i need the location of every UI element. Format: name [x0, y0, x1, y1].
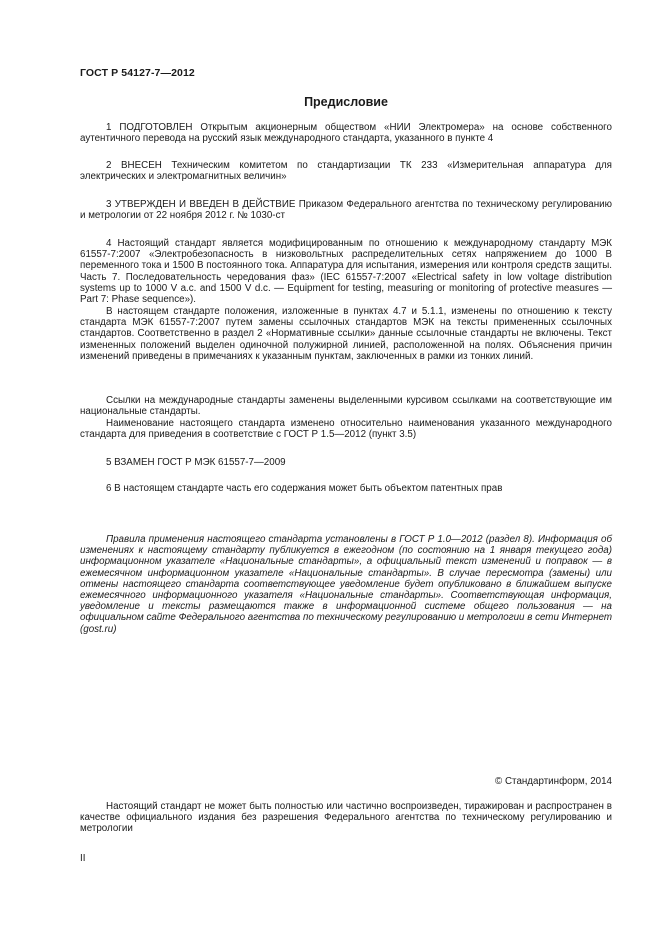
- paragraph-1: 1 ПОДГОТОВЛЕН Открытым акционерным обществом «НИИ Электромера» на основе собственного аутентичного перевода на русский язык международного стандарта, указанного в пункте 4: [80, 122, 612, 145]
- paragraph-4-references: Ссылки на международные стандарты заменены выделенными курсивом ссылками на соответствующие им национальные стандарты.: [80, 395, 612, 418]
- document-header: ГОСТ Р 54127-7—2012: [80, 67, 195, 79]
- page-title: Предисловие: [304, 95, 388, 109]
- paragraph-3: 3 УТВЕРЖДЕН И ВВЕДЕН В ДЕЙСТВИЕ Приказом Федерального агентства по техническому регулированию и метрологии от 22 ноября 2012 г. № 1030-ст: [80, 199, 612, 222]
- copyright: © Стандартинформ, 2014: [495, 776, 612, 787]
- paragraph-4-name-change: Наименование настоящего стандарта изменено относительно наименования указанного международного стандарта для приведения в соответствие с ГОСТ Р 1.5—2012 (пункт 3.5): [80, 418, 612, 441]
- paragraph-5: 5 ВЗАМЕН ГОСТ Р МЭК 61557-7—2009: [106, 457, 286, 468]
- page-number: II: [80, 853, 86, 864]
- reproduction-note: Настоящий стандарт не может быть полностью или частично воспроизведен, тиражирован и распространен в качестве официального издания без разрешения Федерального агентства по техническому регулированию и метрологии: [80, 801, 612, 835]
- paragraph-4-modifications: В настоящем стандарте положения, изложенные в пунктах 4.7 и 5.1.1, изменены по отношению к тексту стандарта МЭК 61557-7:2007 путем замены ссылочных стандартов МЭК на тексты примененных ссылочных стандартов. Соответственно в раздел 2 «Нормативные ссылки» данные ссылочные стандарты не включены. Текст измененных положений выделен одиночной полужирной линией, расположенной на полях. Объяснения причин изменений приведены в примечаниях к указанным пунктам, заключенных в рамки из тонких линий.: [80, 306, 612, 362]
- paragraph-4: 4 Настоящий стандарт является модифицированным по отношению к международному стандарту МЭК 61557-7:2007 «Электробезопасность в низковольтных распределительных сетях напряжением до 1000 В переменного тока и 1500 В постоянного тока. Аппаратура для испытания, измерения или контроля средств защиты. Часть 7. Последовательность чередования фаз» (IEC 61557-7:2007 «Electrical safety in low voltage distribution systems up to 1000 V a.c. and 1500 V d.c. — Equipment for testing, measuring or monitoring of protective measures — Part 7: Phase sequence»).: [80, 238, 612, 306]
- rules-note: Правила применения настоящего стандарта установлены в ГОСТ Р 1.0—2012 (раздел 8). Информация об изменениях к настоящему стандарту публикуется в ежегодном (по состоянию на 1 января текущего года) информационном указателе «Национальные стандарты», а официальный текст изменений и поправок — в ежемесячном информационном указателе «Национальные стандарты». В случае пересмотра (замены) или отмены настоящего стандарта соответствующее уведомление будет опубликовано в ближайшем выпуске ежемесячного информационного указателя «Национальные стандарты». Соответствующая информация, уведомление и тексты размещаются также в информационной системе общего пользования — на официальном сайте Федерального агентства по техническому регулированию и метрологии в сети Интернет (gost.ru): [80, 534, 612, 635]
- paragraph-2: 2 ВНЕСЕН Техническим комитетом по стандартизации ТК 233 «Измерительная аппаратура для электрических и электромагнитных величин»: [80, 160, 612, 183]
- paragraph-6: 6 В настоящем стандарте часть его содержания может быть объектом патентных прав: [106, 483, 503, 494]
